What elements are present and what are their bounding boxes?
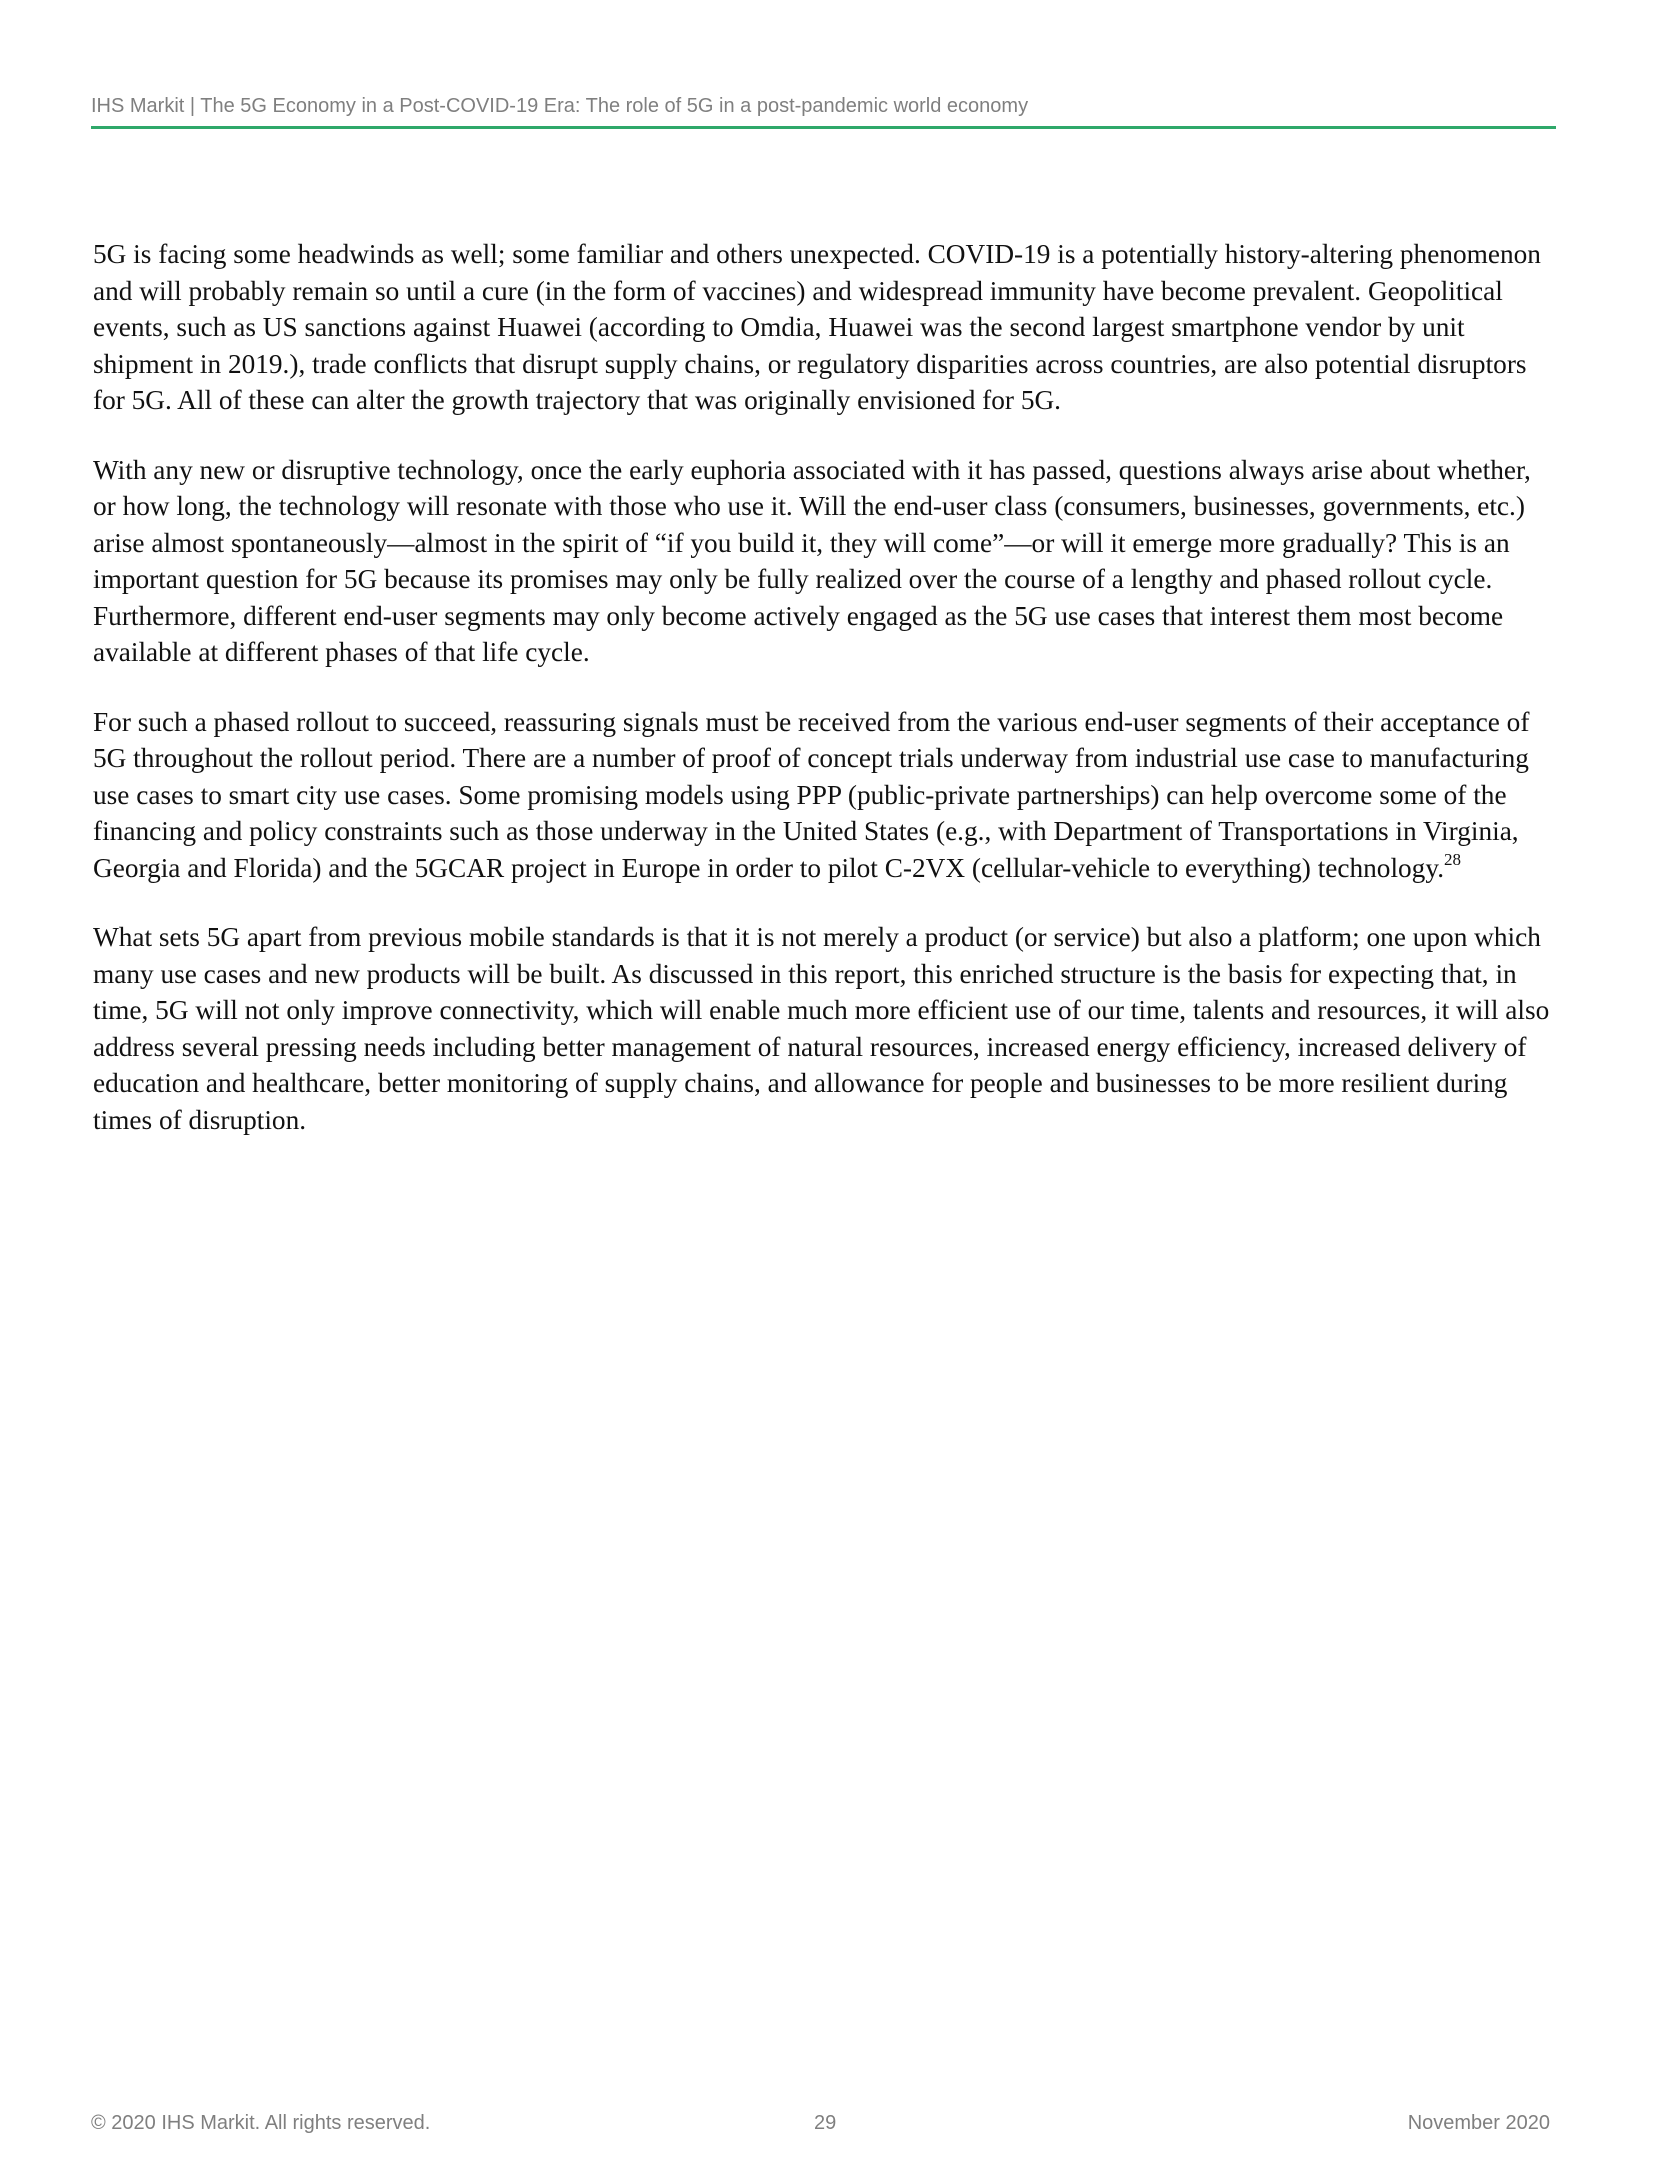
- page-header-title: IHS Markit | The 5G Economy in a Post-COVID-19 Era: The role of 5G in a post-pandemic world economy: [91, 95, 1029, 117]
- footer-page-number: 29: [814, 2112, 837, 2134]
- footnote-reference[interactable]: 28: [1444, 849, 1462, 869]
- paragraph-disruptive-technology: With any new or disruptive technology, once the early euphoria associated with it has passed, questions always arise about whether, or how long, the technology will resonate with those who use it. Will the end-user class (consumers, businesses, governments, etc.) arise almost spontaneously—almost in the spirit of “if you build it, they will come”—or will it emerge more gradually? This is an important question for 5G because its promises may only be fully realized over the course of a lengthy and phased rollout cycle. Furthermore, different end-user segments may only become actively engaged as the 5G use cases that interest them most become available at different phases of that life cycle.: [93, 454, 1531, 667]
- paragraph-phased-rollout-text: For such a phased rollout to succeed, reassuring signals must be received from the various end-user segments of their acceptance of 5G throughout the rollout period. There are a number of proof of concept trials underway from industrial use case to manufacturing use cases to smart city use cases. Some promising models using PPP (public-private partnerships) can help overcome some of the financing and policy constraints such as those underway in the United States (e.g., with Department of Transportations in Virginia, Georgia and Florida) and the 5GCAR project in Europe in order to pilot C-2VX (cellular-vehicle to everything) technology.: [93, 706, 1530, 883]
- paragraph-headwinds: 5G is facing some headwinds as well; some familiar and others unexpected. COVID-19 is a potentially history-altering phenomenon and will probably remain so until a cure (in the form of vaccines) and widespread immunity have become prevalent. Geopolitical events, such as US sanctions against Huawei (according to Omdia, Huawei was the second largest smartphone vendor by unit shipment in 2019.), trade conflicts that disrupt supply chains, or regulatory disparities across countries, are also potential disruptors for 5G. All of these can alter the growth trajectory that was originally envisioned for 5G.: [93, 239, 1541, 415]
- paragraph-platform: What sets 5G apart from previous mobile standards is that it is not merely a product (or service) but also a platform; one upon which many use cases and new products will be built. As discussed in this report, this enriched structure is the basis for expecting that, in time, 5G will not only improve connectivity, which will enable much more efficient use of our time, talents and resources, it will also address several pressing needs including better management of natural resources, increased energy efficiency, increased delivery of education and healthcare, better monitoring of supply chains, and allowance for people and businesses to be more resilient during times of disruption.: [93, 922, 1550, 1135]
- footer-date: November 2020: [1407, 2112, 1550, 2134]
- header-divider: [91, 126, 1556, 129]
- document-body: [93, 236, 1558, 1171]
- paragraph-phased-rollout: [93, 704, 1558, 887]
- footer-copyright: © 2020 IHS Markit. All rights reserved.: [91, 2112, 431, 2134]
